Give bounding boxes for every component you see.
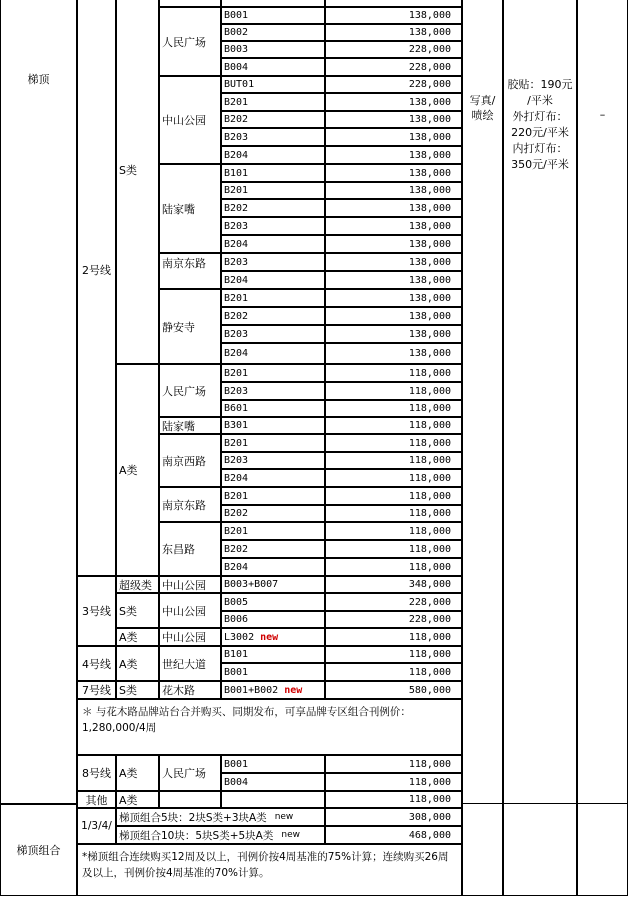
code-cell — [221, 76, 325, 93]
price-cell — [325, 182, 462, 199]
station-label: 东昌路 — [162, 543, 195, 556]
station-label: 中山公园 — [162, 578, 206, 592]
code-text: B601 — [224, 403, 249, 414]
price-cell — [325, 325, 462, 343]
code-cell — [221, 235, 325, 253]
code-cell — [221, 382, 325, 400]
price-text: 138,000 — [408, 131, 451, 143]
price-text: 138,000 — [408, 114, 451, 125]
code-cell — [221, 522, 325, 540]
code-cell — [221, 128, 325, 146]
code-text: B004 — [224, 776, 249, 788]
station-century — [159, 646, 221, 681]
price-top-partial — [325, 0, 462, 7]
price-text: 138,000 — [408, 27, 451, 38]
station-label: 中山公园 — [162, 631, 206, 644]
price-cell — [325, 253, 462, 271]
code-text: BUT01 — [224, 79, 255, 90]
note-text: *梯顶组合连续购买12周及以上，刊例价按4周基准的75%计算；连续购买26周及以上，刊例价按4周基准的70%计算。 — [82, 851, 449, 879]
line-4-cell — [77, 646, 116, 681]
material-combo-empty — [577, 804, 628, 896]
code-top-partial — [221, 0, 325, 7]
code-cell — [221, 24, 325, 41]
price-cell — [325, 646, 462, 663]
price-cell — [325, 417, 462, 434]
combo-lines-cell — [77, 808, 116, 844]
price-cell — [325, 41, 462, 58]
section-ladder-top — [0, 0, 77, 804]
station-lujiazui — [159, 164, 221, 253]
code-text: B201 — [224, 185, 249, 196]
line-3-cell — [77, 576, 116, 646]
code-text: B203 — [224, 220, 249, 232]
section-label: 梯顶 — [27, 73, 50, 86]
price-text: 138,000 — [408, 185, 451, 196]
class-a-other — [116, 791, 159, 808]
material-price-line: /平米 — [527, 94, 553, 107]
code-text: B204 — [224, 149, 249, 161]
price-cell — [325, 522, 462, 540]
code-text: B001 — [224, 758, 249, 770]
new-tag: new — [274, 812, 294, 822]
code-cell — [221, 111, 325, 128]
line-2-cell — [77, 0, 116, 576]
price-cell — [325, 469, 462, 487]
price-cell — [325, 146, 462, 164]
station-label: 南京西路 — [162, 454, 206, 468]
station-label: 陆家嘴 — [162, 419, 195, 433]
section-label: 梯顶组合 — [16, 844, 61, 857]
code-cell — [221, 41, 325, 58]
dash-cell — [577, 0, 628, 804]
line7-note — [77, 699, 462, 755]
price-text: 308,000 — [408, 811, 451, 823]
price-cell — [325, 628, 462, 646]
code-text: B003 — [224, 44, 249, 55]
price-cell — [325, 808, 462, 826]
price-cell — [325, 164, 462, 182]
code-text: B203 — [224, 455, 249, 466]
price-cell — [325, 7, 462, 24]
station-label: 人民广场 — [162, 767, 206, 780]
code-cell — [221, 325, 325, 343]
price-cell — [325, 24, 462, 41]
price-text: 228,000 — [408, 596, 451, 608]
price-text: 118,000 — [408, 508, 451, 519]
price-text: 348,000 — [408, 579, 451, 590]
dash-text: – — [599, 107, 606, 121]
station-label: 人民广场 — [162, 384, 206, 398]
code-text: L3002 — [224, 631, 255, 643]
station-dongchang — [159, 522, 221, 576]
price-cell — [325, 128, 462, 146]
code-text: B001 — [224, 666, 249, 678]
code-cell — [221, 646, 325, 663]
code-cell — [221, 663, 325, 681]
code-cell — [221, 452, 325, 469]
material-combo-empty — [503, 804, 577, 896]
price-cell — [325, 111, 462, 128]
price-text: 118,000 — [408, 367, 451, 379]
line-label: 8号线 — [82, 767, 111, 780]
price-cell — [325, 382, 462, 400]
code-text: B202 — [224, 310, 249, 322]
code-text: B201 — [224, 96, 249, 108]
code-cell — [221, 7, 325, 24]
material-price-line: 胶贴：190元 — [507, 78, 573, 91]
code-cell — [221, 253, 325, 271]
code-cell — [221, 417, 325, 434]
price-cell — [325, 611, 462, 628]
new-tag: new — [260, 631, 279, 643]
price-cell — [325, 307, 462, 325]
price-text: 118,000 — [408, 403, 451, 414]
code-text: B201 — [224, 292, 249, 304]
price-text: 138,000 — [408, 292, 451, 304]
price-cell — [325, 364, 462, 382]
class-label: S类 — [119, 164, 137, 177]
price-cell — [325, 826, 462, 844]
price-text: 118,000 — [408, 420, 451, 431]
code-text: B202 — [224, 202, 249, 214]
material-price-line: 外打灯布： — [512, 110, 568, 123]
station-label: 静安寺 — [162, 320, 195, 334]
price-cell — [325, 558, 462, 576]
line-7-cell — [77, 681, 116, 699]
price-text: 468,000 — [408, 829, 451, 841]
material-price-line: 350元/平米 — [511, 158, 569, 171]
code-text: B203 — [224, 328, 249, 340]
line-8-cell — [77, 755, 116, 791]
price-cell — [325, 93, 462, 111]
combo-label-cell — [116, 808, 325, 826]
price-cell — [325, 540, 462, 558]
code-cell — [221, 434, 325, 452]
code-text: B204 — [224, 238, 249, 250]
code-text: B204 — [224, 274, 249, 286]
combo-label: 梯顶组合5块：2块S类+3块A类 — [119, 811, 267, 824]
price-cell — [325, 663, 462, 681]
line-label: 2号线 — [82, 264, 111, 277]
class-label: A类 — [119, 767, 138, 780]
class-label: A类 — [119, 657, 138, 671]
class-s-line2 — [116, 0, 159, 364]
code-cell — [221, 164, 325, 182]
code-cell — [221, 593, 325, 611]
line-label: 1/3/4/ — [81, 820, 112, 832]
code-text: B201 — [224, 490, 249, 502]
station-label: 世纪大道 — [162, 657, 206, 671]
section-ladder-combo — [0, 804, 77, 896]
price-text: 138,000 — [408, 256, 451, 268]
class-s-line3 — [116, 593, 159, 628]
code-text: B201 — [224, 437, 249, 449]
class-a-line2 — [116, 364, 159, 576]
station-huamu — [159, 681, 221, 699]
code-cell — [221, 364, 325, 382]
code-cell — [221, 576, 325, 593]
price-text: 138,000 — [408, 310, 451, 322]
price-cell — [325, 452, 462, 469]
code-cell — [221, 271, 325, 289]
note-text: ＊ 与花木路品牌站台合并购买、同期发布，可享品牌专区组合刊例价：1,280,000/4周 — [82, 706, 411, 734]
class-super-line3 — [116, 576, 159, 593]
class-label: 超级类 — [119, 578, 152, 592]
station-zhongshan-s — [159, 593, 221, 628]
code-cell — [221, 611, 325, 628]
code-text: B004 — [224, 61, 249, 73]
price-cell — [325, 343, 462, 364]
code-cell — [221, 199, 325, 217]
code-cell — [221, 289, 325, 307]
other-line-cell — [77, 791, 116, 808]
price-text: 118,000 — [408, 455, 451, 466]
code-cell — [221, 58, 325, 76]
price-text: 118,000 — [408, 649, 451, 660]
class-label: A类 — [119, 631, 138, 644]
station-nanjing-west — [159, 434, 221, 487]
code-text: B204 — [224, 472, 249, 484]
price-text: 138,000 — [408, 238, 451, 250]
code-text: B001+B002 — [224, 684, 279, 696]
station-label: 人民广场 — [162, 35, 206, 49]
new-tag: new — [284, 684, 303, 696]
class-label: S类 — [119, 604, 137, 618]
price-text: 118,000 — [408, 666, 451, 678]
station-zhongshan-super — [159, 576, 221, 593]
code-text: B204 — [224, 561, 249, 573]
station-renmin-a — [159, 364, 221, 417]
class-a-line4 — [116, 646, 159, 681]
code-cell-empty — [221, 791, 325, 808]
price-cell — [325, 576, 462, 593]
code-text: B202 — [224, 543, 249, 555]
code-cell — [221, 755, 325, 773]
price-text: 228,000 — [408, 79, 451, 90]
price-text: 580,000 — [408, 684, 451, 696]
code-text: B101 — [224, 167, 249, 179]
price-text: 138,000 — [408, 202, 451, 214]
station-label: 南京东路 — [162, 498, 206, 512]
price-cell — [325, 593, 462, 611]
code-cell — [221, 681, 325, 699]
code-cell — [221, 343, 325, 364]
class-s-line7 — [116, 681, 159, 699]
station-nanjing-east-a — [159, 487, 221, 522]
station-label: 南京东路 — [162, 257, 206, 270]
price-cell — [325, 487, 462, 505]
material-price-list — [504, 77, 576, 173]
class-a-line3 — [116, 628, 159, 646]
code-text: B203 — [224, 131, 249, 143]
code-text: B005 — [224, 596, 249, 608]
code-cell — [221, 146, 325, 164]
price-cell — [325, 755, 462, 773]
code-text: B201 — [224, 525, 249, 537]
price-text: 118,000 — [408, 525, 451, 537]
price-cell — [325, 681, 462, 699]
station-jingan — [159, 289, 221, 364]
station-renmin-line8 — [159, 755, 221, 791]
new-tag: new — [281, 830, 300, 840]
material-name-cell — [462, 0, 503, 804]
price-cell — [325, 235, 462, 253]
code-cell — [221, 400, 325, 417]
price-text: 138,000 — [408, 220, 451, 232]
code-text: B301 — [224, 420, 249, 431]
code-cell — [221, 307, 325, 325]
class-label: A类 — [119, 793, 138, 807]
code-text: B003+B007 — [224, 579, 279, 590]
price-text: 138,000 — [408, 348, 451, 359]
station-label: 中山公园 — [162, 114, 206, 127]
price-cell — [325, 400, 462, 417]
code-text: B101 — [224, 649, 249, 660]
code-cell — [221, 628, 325, 646]
price-text: 228,000 — [408, 44, 451, 55]
price-text: 138,000 — [408, 328, 451, 340]
price-text: 118,000 — [408, 472, 451, 484]
code-text: B201 — [224, 367, 249, 379]
code-text: B006 — [224, 614, 249, 625]
code-text: B203 — [224, 385, 249, 397]
combo-label-cell — [116, 826, 325, 844]
code-cell — [221, 487, 325, 505]
line-label: 4号线 — [82, 657, 111, 671]
combo-label: 梯顶组合10块：5块S类+5块A类 — [119, 829, 274, 842]
price-cell — [325, 271, 462, 289]
class-label: S类 — [119, 684, 137, 697]
code-cell — [221, 540, 325, 558]
station-label: 中山公园 — [162, 604, 206, 618]
code-cell — [221, 182, 325, 199]
station-other-empty — [159, 791, 221, 808]
price-text: 138,000 — [408, 274, 451, 286]
price-cell — [325, 505, 462, 522]
price-text: 118,000 — [408, 385, 451, 397]
price-text: 118,000 — [408, 794, 451, 805]
code-cell — [221, 558, 325, 576]
price-cell — [325, 791, 462, 808]
class-a-line8 — [116, 755, 159, 791]
code-cell — [221, 773, 325, 791]
station-lujiazui-a — [159, 417, 221, 434]
combo-note — [77, 844, 462, 896]
code-cell — [221, 217, 325, 235]
code-text: B202 — [224, 114, 249, 125]
price-cell — [325, 76, 462, 93]
price-text: 118,000 — [408, 490, 451, 502]
station-label: 花木路 — [162, 684, 195, 697]
price-text: 118,000 — [408, 543, 451, 555]
price-text: 138,000 — [408, 149, 451, 161]
code-text: B204 — [224, 348, 249, 359]
code-cell — [221, 469, 325, 487]
class-label: A类 — [119, 464, 138, 477]
material-price-line: 内打灯布： — [512, 142, 568, 155]
price-text: 118,000 — [408, 776, 451, 788]
station-top-partial — [159, 0, 221, 7]
price-cell — [325, 434, 462, 452]
code-text: B002 — [224, 27, 249, 38]
station-nanjing-east — [159, 253, 221, 289]
station-zhongshan-a — [159, 628, 221, 646]
price-text: 228,000 — [408, 61, 451, 73]
station-label: 陆家嘴 — [162, 202, 195, 216]
price-cell — [325, 58, 462, 76]
code-cell — [221, 93, 325, 111]
code-text: B203 — [224, 256, 249, 268]
station-renmin — [159, 7, 221, 76]
line-label: 其他 — [85, 793, 108, 807]
price-text: 138,000 — [408, 167, 451, 179]
station-zhongshan — [159, 76, 221, 164]
price-cell — [325, 289, 462, 307]
price-cell — [325, 217, 462, 235]
material-price-cell — [503, 0, 577, 804]
material-price-line: 220元/平米 — [511, 126, 569, 139]
price-text: 118,000 — [408, 758, 451, 770]
material-combo-empty — [462, 804, 503, 896]
code-cell — [221, 505, 325, 522]
line-label: 7号线 — [82, 684, 111, 697]
code-text: B202 — [224, 508, 249, 519]
code-text: B001 — [224, 10, 249, 21]
price-text: 228,000 — [408, 614, 451, 625]
price-cell — [325, 199, 462, 217]
line-label: 3号线 — [82, 605, 111, 618]
price-text: 138,000 — [408, 10, 451, 21]
price-text: 118,000 — [408, 437, 451, 449]
price-text: 118,000 — [408, 631, 451, 643]
material-name: 写真/喷绘 — [469, 94, 496, 122]
price-text: 118,000 — [408, 561, 451, 573]
price-text: 138,000 — [408, 96, 451, 108]
price-cell — [325, 773, 462, 791]
